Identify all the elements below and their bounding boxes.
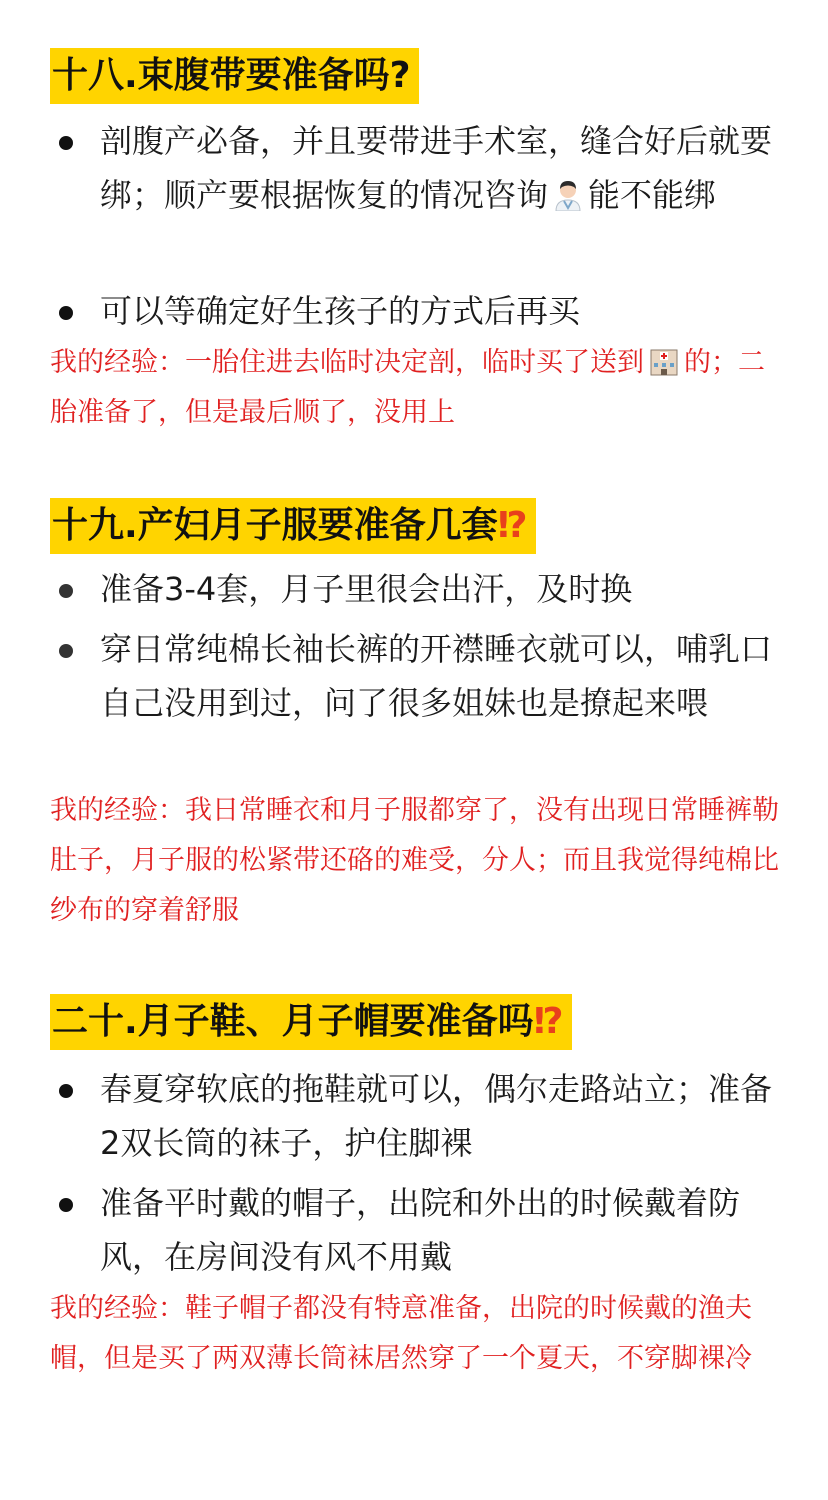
bullet-text: 剖腹产必备，并且要带进手术室，缝合好后就要绑；顺产要根据恢复的情况咨询 <box>100 122 773 214</box>
bullet-dot <box>59 136 73 150</box>
section-heading: 十九.产妇月子服要准备几套⁉ <box>50 498 536 554</box>
hospital-icon <box>648 343 680 375</box>
bullet-dot <box>59 1198 73 1212</box>
bullet-text: 准备平时戴的帽子，出院和外出的时候戴着防风，在房间没有风不用戴 <box>100 1184 741 1276</box>
experience-note: 我的经验：鞋子帽子都没有特意准备，出院的时候戴的渔夫帽，但是买了两双薄长筒袜居然穿了一个夏天，不穿脚裸冷 <box>50 1293 752 1374</box>
bullet-text: 可以等确定好生孩子的方式后再买 <box>100 292 581 330</box>
bullet-text: 穿日常纯棉长袖长裤的开襟睡衣就可以，哺乳口自己没用到过，问了很多姐妹也是撩起来喂 <box>100 630 773 722</box>
exclamation-question-icon: ⁉ <box>497 505 528 546</box>
bullet-dot <box>59 644 73 658</box>
bullet-text: 春夏穿软底的拖鞋就可以，偶尔走路站立；准备2双长筒的袜子，护住脚裸 <box>100 1070 773 1162</box>
bullet-dot <box>59 584 73 598</box>
experience-note: 我的经验：一胎住进去临时决定剖，临时买了送到 的；二胎准备了，但是最后顺了，没用上 <box>50 338 780 438</box>
bullet-dot <box>59 1084 73 1098</box>
section-heading: 十八.束腹带要准备吗? <box>50 48 419 104</box>
experience-note: 我的经验：我日常睡衣和月子服都穿了，没有出现日常睡裤勒肚子，月子服的松紧带还硌的难受，分人；而且我觉得纯棉比纱布的穿着舒服 <box>50 795 779 926</box>
section-heading: 二十.月子鞋、月子帽要准备吗⁉ <box>50 994 572 1050</box>
exclamation-question-icon: ⁉ <box>533 1001 564 1042</box>
bullet-text: 准备3-4套，月子里很会出汗，及时换 <box>100 570 633 608</box>
bullet-text: 能不能绑 <box>588 176 717 214</box>
bullet-dot <box>59 306 73 320</box>
doctor-icon <box>552 173 584 205</box>
